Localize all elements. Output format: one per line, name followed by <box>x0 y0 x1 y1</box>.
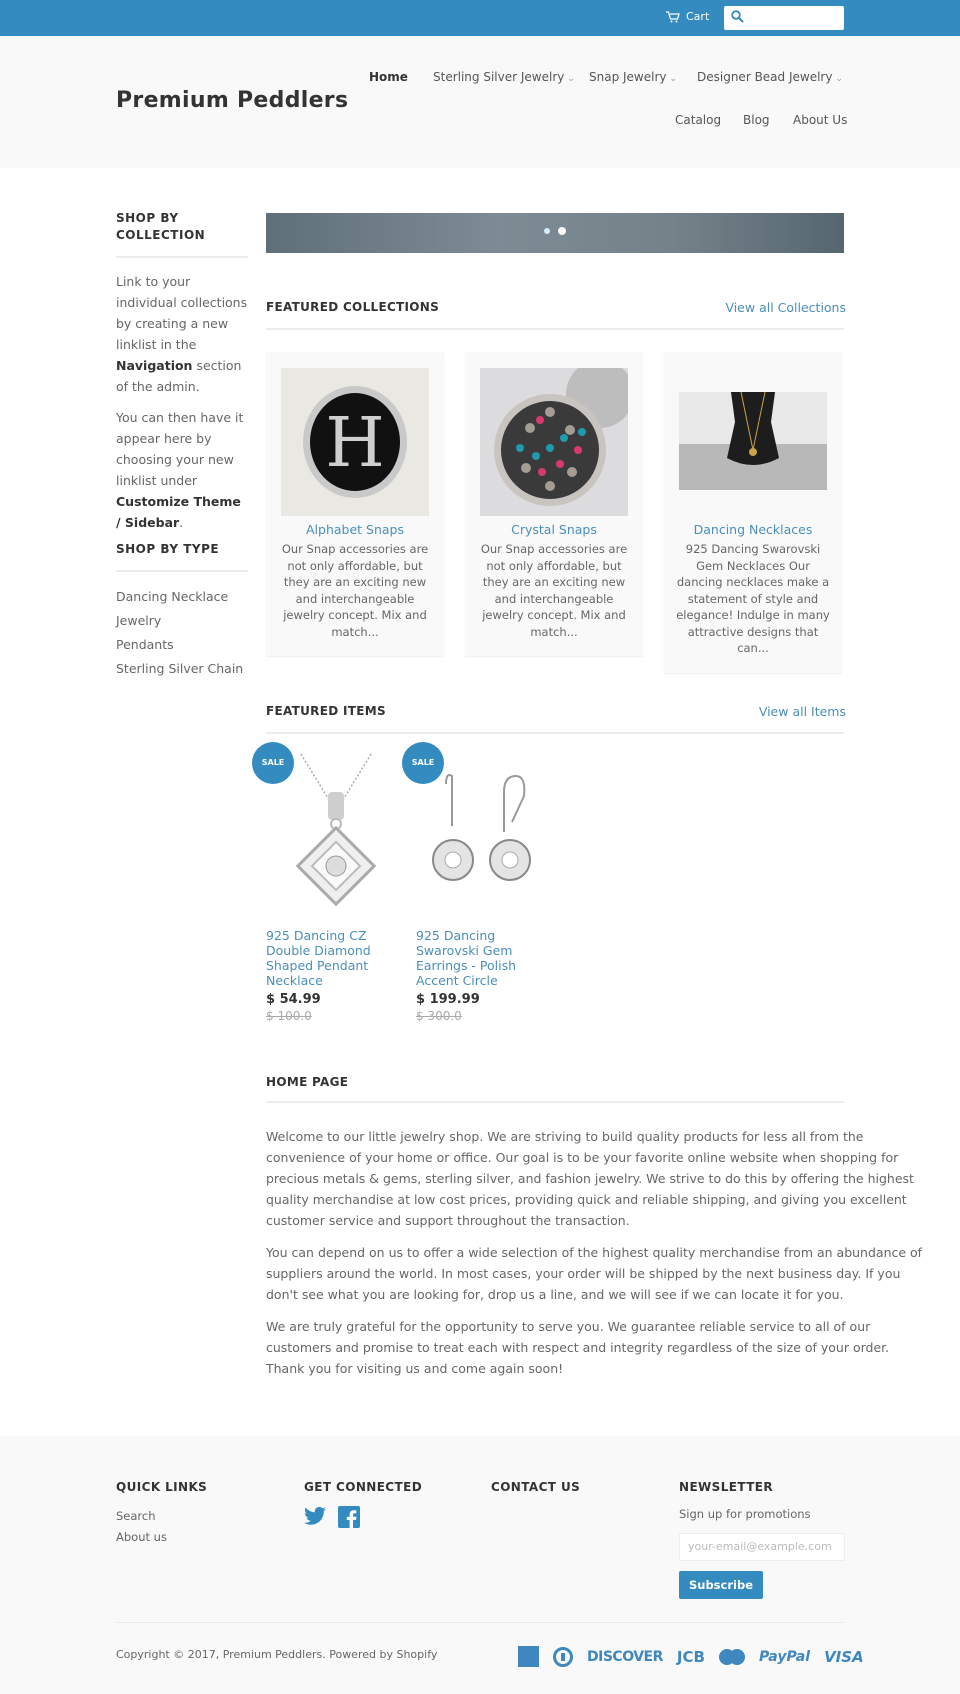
collection-title[interactable]: Crystal Snaps <box>511 522 597 537</box>
sidebar-help-text-1 <box>116 271 248 397</box>
footer-contact <box>491 1480 580 1494</box>
footer-heading: NEWSLETTER <box>679 1480 774 1494</box>
nav-about-us[interactable]: About Us <box>793 113 848 127</box>
home-page-content <box>266 1126 926 1390</box>
footer-link-about-us[interactable]: About us <box>116 1530 167 1544</box>
facebook-icon[interactable] <box>338 1506 360 1532</box>
sidebar-collection-heading: SHOP BY COLLECTION <box>116 211 206 242</box>
text: . <box>179 515 184 530</box>
footer-newsletter <box>679 1480 845 1599</box>
collection-description: 925 Dancing Swarovski Gem Necklaces Our dancing necklaces make a statement of style and elegance! Indulge in many attractive designs that can... <box>676 542 830 655</box>
jcb-icon: JCB <box>676 1647 705 1666</box>
sidebar-item-sterling-silver-chain[interactable]: Sterling Silver Chain <box>116 661 244 676</box>
collection-card[interactable] <box>465 352 643 656</box>
featured-items-heading: FEATURED ITEMS <box>266 704 386 718</box>
product-title[interactable]: 925 Dancing Swarovski Gem Earrings - Polish Accent Circle <box>416 928 517 988</box>
site-footer <box>0 1436 960 1694</box>
top-bar <box>0 0 960 36</box>
footer-quick-links <box>116 1480 207 1548</box>
content-paragraph: Welcome to our little jewelry shop. We are striving to build quality products for less all from the convenience of your home or office. Our goal is to be your favorite online website when shopping for precious metals & gems, sterling silver, and fashion jewelry. We strive to do this by offering the highest quality merchandise at low cost prices, providing quick and reliable shipping, and giving you excellent customer service and support throughout the transaction. <box>266 1129 914 1228</box>
cart-link[interactable] <box>666 10 709 23</box>
text-bold: Navigation <box>116 358 193 373</box>
product-compare-price: $ 100.0 <box>266 1009 312 1023</box>
sale-badge: SALE <box>252 742 294 784</box>
product-card[interactable] <box>261 742 406 1023</box>
footer-link-search[interactable]: Search <box>116 1509 156 1523</box>
slider-dot-1[interactable] <box>544 228 550 234</box>
sidebar <box>116 210 248 681</box>
twitter-icon[interactable] <box>304 1506 326 1532</box>
site-logo[interactable]: Premium Peddlers <box>116 88 349 113</box>
nav-label: Sterling Silver Jewelry <box>433 70 565 84</box>
footer-heading: CONTACT US <box>491 1480 581 1494</box>
product-compare-price: $ 300.0 <box>416 1009 462 1023</box>
footer-get-connected <box>304 1480 422 1532</box>
collection-title[interactable]: Dancing Necklaces <box>693 522 813 537</box>
product-title[interactable]: 925 Dancing CZ Double Diamond Shaped Pendant Necklace <box>266 928 371 988</box>
diners-club-icon <box>553 1647 573 1667</box>
discover-icon: DISCOVER <box>587 1648 663 1665</box>
nav-blog[interactable]: Blog <box>743 113 770 127</box>
snap-h-image <box>281 368 429 516</box>
subscribe-button[interactable]: Subscribe <box>679 1571 763 1599</box>
sidebar-item-jewelry[interactable]: Jewelry <box>116 613 162 628</box>
nav-snap-jewelry[interactable] <box>589 70 677 84</box>
product-price: $ 54.99 <box>266 992 321 1007</box>
necklace-bust-image <box>679 368 827 516</box>
newsletter-email-input[interactable]: your-email@example.com <box>679 1533 845 1561</box>
nav-label: Designer Bead Jewelry <box>697 70 833 84</box>
divider <box>266 1101 844 1103</box>
search-icon <box>731 10 744 23</box>
amex-icon <box>518 1646 539 1667</box>
collection-title[interactable]: Alphabet Snaps <box>305 522 404 537</box>
sidebar-help-text-2 <box>116 407 248 533</box>
divider <box>266 328 844 330</box>
type-list <box>116 585 248 681</box>
sidebar-item-dancing-necklace[interactable]: Dancing Necklace <box>116 589 229 604</box>
paypal-icon: PayPal <box>758 1648 811 1665</box>
newsletter-text: Sign up for promotions <box>679 1507 811 1521</box>
payment-icons <box>518 1646 864 1667</box>
view-all-items-link[interactable]: View all Items <box>758 704 846 719</box>
mastercard-icon <box>719 1649 745 1665</box>
divider <box>116 1622 844 1623</box>
cart-icon <box>666 11 680 23</box>
footer-heading: GET CONNECTED <box>304 1480 423 1494</box>
text: Link to your individual collections by creating a new linklist in the <box>116 274 248 352</box>
text-bold: Customize Theme / Sidebar <box>116 494 241 530</box>
text: You can then have it appear here by choosing your new linklist under <box>116 410 244 488</box>
site-header <box>0 36 960 168</box>
nav-label: Snap Jewelry <box>589 70 667 84</box>
copyright-text: Copyright © 2017, Premium Peddlers. Powered by Shopify <box>116 1648 438 1661</box>
slider-dot-2[interactable] <box>558 227 566 235</box>
sidebar-type-heading: SHOP BY TYPE <box>116 542 220 556</box>
view-all-collections-link[interactable]: View all Collections <box>725 300 846 315</box>
product-price: $ 199.99 <box>416 992 480 1007</box>
visa-icon: VISA <box>824 1647 864 1666</box>
sale-badge: SALE <box>402 742 444 784</box>
chevron-down-icon: ⌄ <box>567 74 575 84</box>
collection-image-dancing-necklaces <box>679 368 827 516</box>
content-paragraph: We are truly grateful for the opportunity to serve you. We guarantee reliable service to all of our customers and promise to treat each with respect and integrity regardless of the size of your order. Thank you for visiting us and come again soon! <box>266 1319 890 1376</box>
svg-text:H: H <box>325 404 385 483</box>
hero-slider[interactable] <box>266 213 844 253</box>
chevron-down-icon: ⌄ <box>835 74 843 84</box>
collection-card[interactable] <box>664 352 842 673</box>
divider <box>116 256 248 258</box>
divider <box>266 732 844 734</box>
collection-description: Our Snap accessories are not only affordable, but they are an exciting new and interchangeable jewelry concept. Mix and match... <box>480 542 628 639</box>
nav-catalog[interactable]: Catalog <box>675 113 722 127</box>
cart-label: Cart <box>686 10 710 23</box>
product-card[interactable] <box>411 742 556 1023</box>
footer-heading: QUICK LINKS <box>116 1480 208 1494</box>
collection-card[interactable] <box>266 352 444 656</box>
sidebar-item-pendants[interactable]: Pendants <box>116 637 174 652</box>
collection-image-alphabet-snaps <box>281 368 429 516</box>
nav-designer-bead-jewelry[interactable] <box>697 70 843 84</box>
collection-image-crystal-snaps <box>480 368 628 516</box>
home-page-heading: HOME PAGE <box>266 1075 349 1089</box>
snap-crystal-image <box>480 368 628 516</box>
collection-description: Our Snap accessories are not only affordable, but they are an exciting new and interchangeable jewelry concept. Mix and match... <box>281 542 429 639</box>
text: section of the admin. <box>116 358 242 394</box>
chevron-down-icon: ⌄ <box>669 74 678 84</box>
nav-sterling-silver-jewelry[interactable] <box>433 70 575 84</box>
search-input[interactable] <box>724 6 844 30</box>
divider <box>116 570 248 572</box>
featured-collections-heading: FEATURED COLLECTIONS <box>266 300 440 314</box>
nav-home[interactable]: Home <box>369 70 408 84</box>
content-paragraph: You can depend on us to offer a wide selection of the highest quality merchandise from an abundance of suppliers around the world. In most cases, your order will be shipped by the next business day. If you don't see what you are looking for, drop us a line, and we will see if we can locate it for you. <box>266 1245 923 1302</box>
